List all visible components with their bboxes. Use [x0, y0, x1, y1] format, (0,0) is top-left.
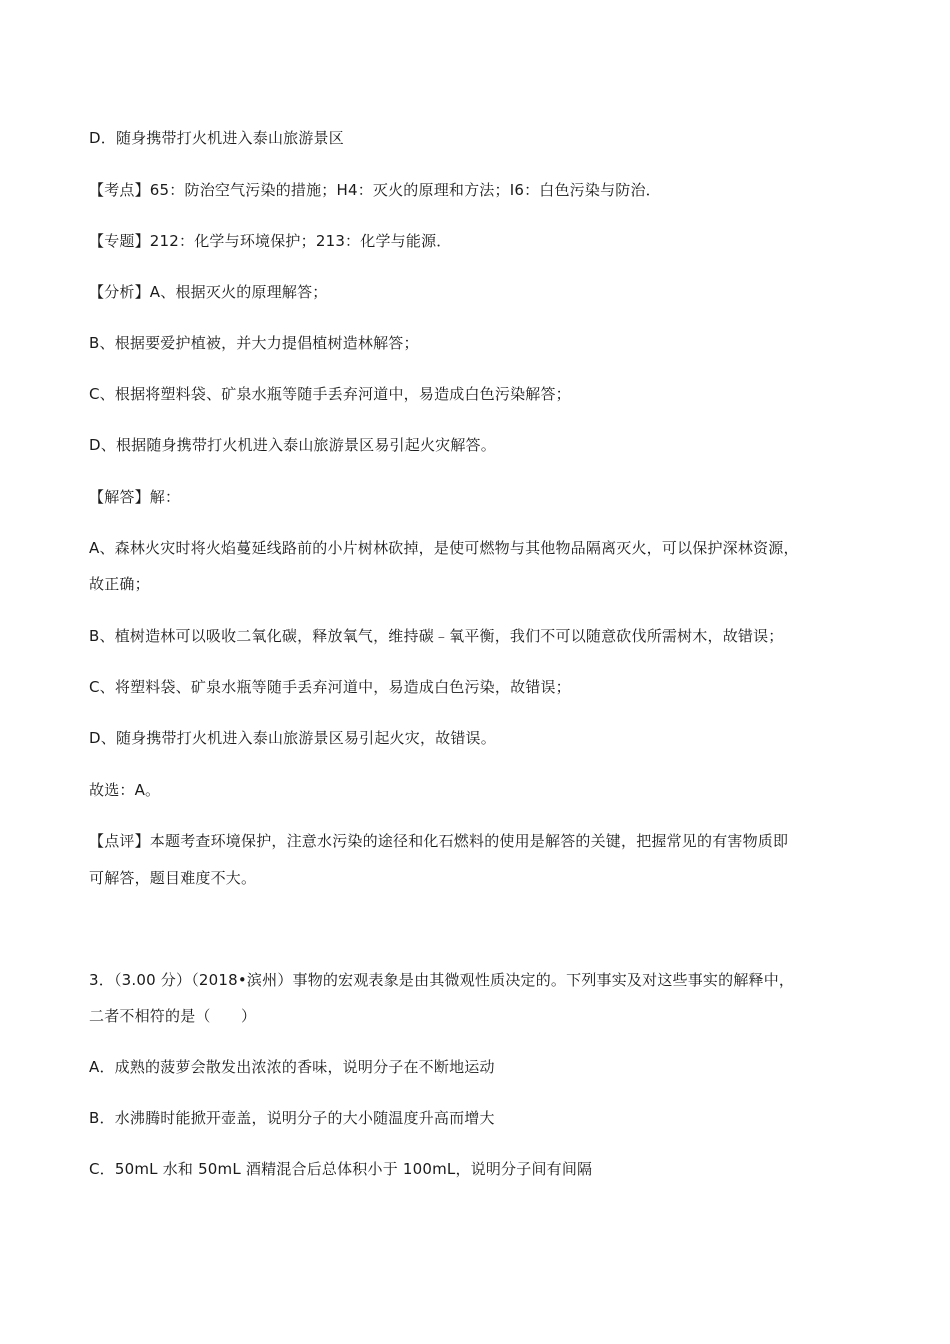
fenxi-d-line: D、根据随身携带打火机进入泰山旅游景区易引起火灾解答。 [89, 436, 496, 454]
question3-stem-line2: 二者不相符的是（ ） [89, 1007, 257, 1025]
fenxi-c-line: C、根据将塑料袋、矿泉水瓶等随手丢弃河道中，易造成白色污染解答； [89, 385, 571, 403]
jieda-a-line2: 故正确； [89, 575, 150, 593]
zhuanti-line: 【专题】212：化学与环境保护；213：化学与能源． [89, 232, 452, 250]
kaodian-line: 【考点】65：防治空气污染的措施；H4：灭火的原理和方法；I6：白色污染与防治． [89, 181, 661, 199]
question3-option-a: A．成熟的菠萝会散发出浓浓的香味，说明分子在不断地运动 [89, 1058, 495, 1076]
fenxi-b-line: B、根据要爱护植被，并大力提倡植树造林解答； [89, 334, 419, 352]
question3-option-c: C．50mL 水和 50mL 酒精混合后总体积小于 100mL，说明分子间有间隔 [89, 1160, 593, 1178]
jieda-c-line: C、将塑料袋、矿泉水瓶等随手丢弃河道中，易造成白色污染，故错误； [89, 678, 571, 696]
dianping-line2: 可解答，题目难度不大。 [89, 869, 257, 887]
prev-option-d: D．随身携带打火机进入泰山旅游景区 [89, 129, 344, 147]
dianping-line1: 【点评】本题考查环境保护，注意水污染的途径和化石燃料的使用是解答的关键，把握常见的有害物质即 [89, 832, 789, 850]
question3-option-b: B．水沸腾时能掀开壶盖，说明分子的大小随温度升高而增大 [89, 1109, 495, 1127]
jieda-title: 【解答】解： [89, 488, 181, 506]
fenxi-a-line: 【分析】A、根据灭火的原理解答； [89, 283, 328, 301]
question3-stem-line1: 3．（3.00 分）（2018•滨州）事物的宏观表象是由其微观性质决定的。下列事实及对这些事实的解释中， [89, 971, 795, 989]
jieda-a-line1: A、森林火灾时将火焰蔓延线路前的小片树林砍掉，是使可燃物与其他物品隔离灭火，可以保护深林资源， [89, 539, 799, 557]
answer-line: 故选：A。 [89, 781, 161, 799]
jieda-b-line: B、植树造林可以吸收二氧化碳，释放氧气，维持碳﹣氧平衡，我们不可以随意砍伐所需树木，故错误； [89, 627, 784, 645]
jieda-d-line: D、随身携带打火机进入泰山旅游景区易引起火灾，故错误。 [89, 729, 496, 747]
